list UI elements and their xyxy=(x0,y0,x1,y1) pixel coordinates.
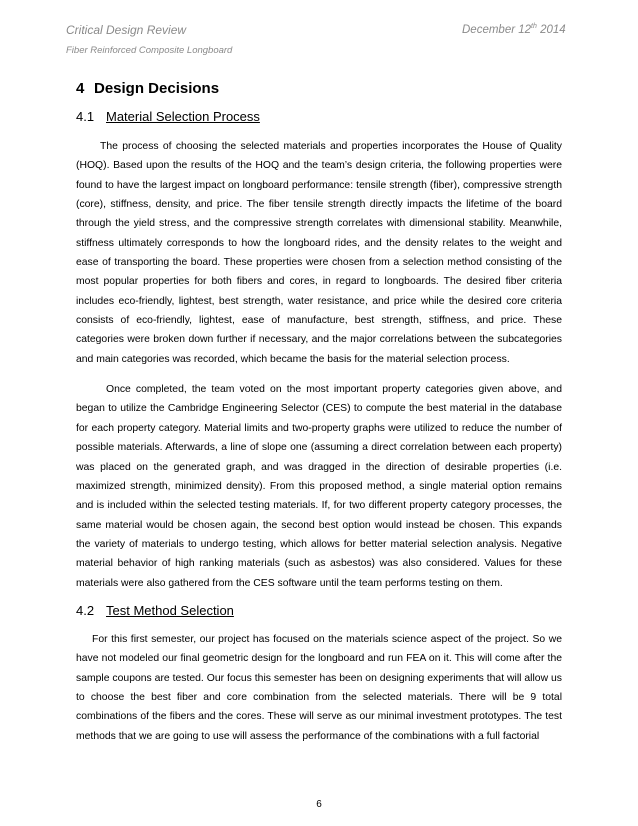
paragraph: Once completed, the team voted on the most important property categories given above, and began to utilize the Cambridge Engineering Selector (CES) to compute the best material in the database for each property category. Material limits and two-property graphs were utilized to reduce the number of possible materials. Afterwards, a line of slope one (assuming a direct correlation between each property) was placed on the generated graph, and was dragged in the direction of desirable properties (i.e. maximized strength, minimized density). From this proposed method, a single material option remains and is included within the selected testing materials. If, for two different property category processes, the same material would be chosen again, the second best option would instead be chosen. This expands the variety of materials to undergo testing, which allows for better material selection analysis. Negative material behavior of high ranking materials (such as asbestos) was also considered. Values for these materials were also gathered from the CES software until the team performs testing on them. xyxy=(76,384,562,589)
subsection-number: 4.2 xyxy=(76,602,95,618)
section-heading-title: Design Decisions xyxy=(94,80,220,97)
header-date xyxy=(462,22,566,38)
header-title: Critical Design Review xyxy=(66,23,187,37)
paragraph: For this first semester, our project has focused on the materials science aspect of the project. So we have not modeled our final geometric design for the longboard and run FEA on it. This will come after the sample coupons are tested. Our focus this semester has been on designing experiments that will allow us to choose the best fiber and core combination from the selected materials. There will be 9 total combinations of the fibers and the cores. These will serve as our minimal investment prototypes. The test methods that we are going to use will assess the performance of the combinations with a full factorial xyxy=(76,633,562,742)
page-number: 6 xyxy=(316,799,322,810)
subsection-title: Test Method Selection xyxy=(106,602,234,618)
section-heading xyxy=(76,78,562,100)
subsection-number: 4.1 xyxy=(76,109,95,124)
section-heading-number: 4 xyxy=(76,80,85,97)
page-body xyxy=(76,78,562,746)
header-date-year: 2014 xyxy=(536,24,566,36)
subsection-title: Material Selection Process xyxy=(106,109,260,124)
running-header xyxy=(66,22,232,58)
header-date-suffix: th xyxy=(531,23,537,31)
header-date-main: December 12 xyxy=(462,24,532,36)
subsection-heading-test-method xyxy=(76,601,562,621)
paragraph: The process of choosing the selected materials and properties incorporates the House of Quality (HOQ). Based upon the results of the HOQ and the team’s design criteria, the following properties were found to have the largest impact on longboard performance: tensile strength (fiber), compressive strength (core), stiffness, density, and price. The fiber tensile strength directly impacts the lifetime of the board through the yield stress, and the compressive strength correlates with dimensional stability. Meanwhile, stiffness ultimately corresponds to how the longboard rides, and the density relates to the weight and ease of transporting the board. These properties were chosen from a selection method consisting of the most popular properties for both fibers and cores, in regard to longboards. The desired fiber criteria includes eco-friendly, lightest, best strength, water resistance, and price while the desired core criteria consists of eco-friendly, lightest, ease of manufacture, best strength, stiffness, and price. These categories were broken down further if necessary, and the major correlations between the subcategories and main categories was recorded, which became the basis for the material selection process. xyxy=(76,141,562,365)
header-subtitle: Fiber Reinforced Composite Longboard xyxy=(66,45,233,56)
subsection-heading-material-selection xyxy=(76,107,562,127)
